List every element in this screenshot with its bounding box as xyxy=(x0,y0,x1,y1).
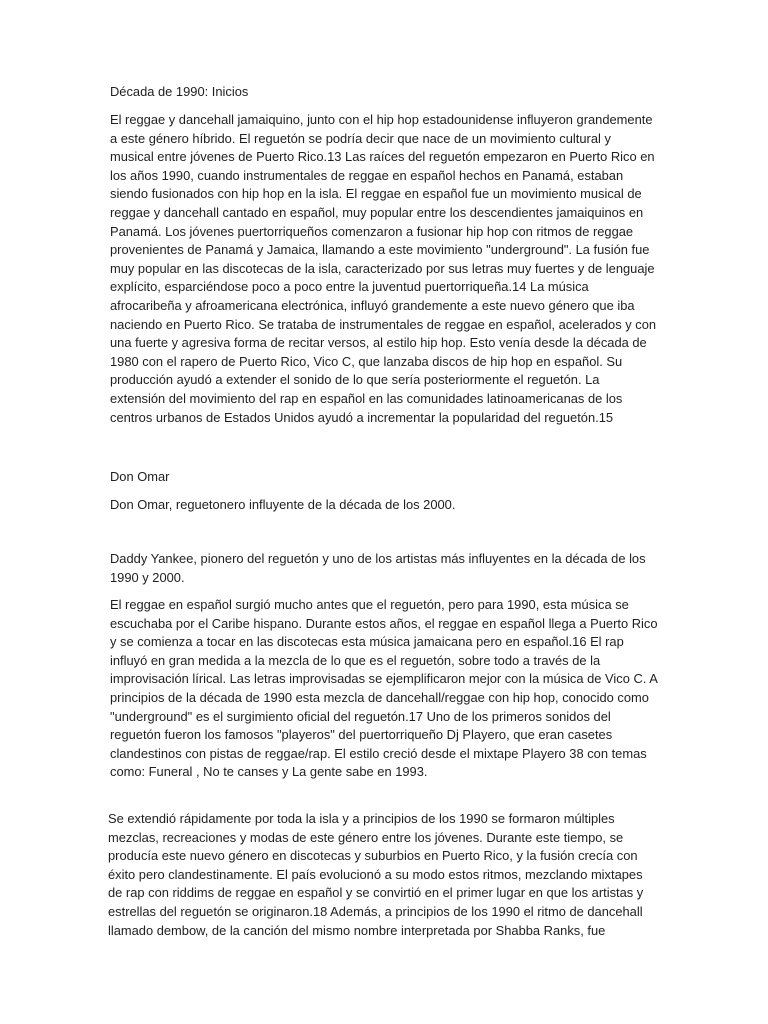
body-paragraph-2: El reggae en español surgió mucho antes que el reguetón, pero para 1990, esta música se escuchaba por el Caribe hispano. Durante estos años, el reggae en español llega a Puerto Rico y se comienza a tocar en las discotecas esta música jamaicana pero en español.16 El rap influyó en gran medida a la mezcla de lo que es el reguetón, sobre todo a través de la improvisación lírical. Las letras improvisadas se ejemplificaron mejor con la música de Vico C. A principios de la década de 1990 esta mezcla de dancehall/reggae con hip hop, conocido como "underground" es el surgimiento oficial del reguetón.17 Uno de los primeros sonidos del reguetón fueron los famosos "playeros" del puertorriqueño Dj Playero, que eran casetes clandestinos con pistas de reggae/rap. El estilo creció desde el mixtape Playero 38 con temas como: Funeral , No te canses y La gente sabe en 1993. xyxy=(110,597,658,780)
body-paragraph-3: Se extendió rápidamente por toda la isla y a principios de los 1990 se formaron múltiples mezclas, recreaciones y modas de este género entre los jóvenes. Durante este tiempo, se producía este nuevo género en discotecas y suburbios en Puerto Rico, y la fusión crecía con éxito pero clandestinamente. El país evolucionó a su modo estos ritmos, mezclando mixtapes de rap con riddims de reggae en español y se convirtió en el primer lugar en que los artistas y estrellas del reguetón se originaron.18 Además, a principios de los 1990 el ritmo de dancehall llamado dembow, de la canción del mismo nombre interpretada por Shabba Ranks, fue xyxy=(108,811,644,938)
body-paragraph-1: El reggae y dancehall jamaiquino, junto con el hip hop estadounidense influyeron grandemente a este género híbrido. El reguetón se podría decir que nace de un movimiento cultural y musical entre jóvenes de Puerto Rico.13 Las raíces del reguetón empezaron en Puerto Rico en los años 1990, cuando instrumentales de reggae en español hechos en Panamá, estaban siendo fusionados con hip hop en la isla. El reggae en español fue un movimiento musical de reggae y dancehall cantado en español, muy popular entre los descendientes jamaiquinos en Panamá. Los jóvenes puertorriqueños comenzaron a fusionar hip hop con ritmos de reggae provenientes de Panamá y Jamaica, llamando a este movimiento "underground". La fusión fue muy popular en las discotecas de la isla, caracterizado por sus letras muy fuertes y de lenguaje explícito, esparciéndose poco a poco entre la juventud puertorriqueña.14 La música afrocaribeña y afroamericana electrónica, influyó grandemente a este nuevo género que iba naciendo en Puerto Rico. Se trataba de instrumentales de reggae en español, acelerados y con una fuerte y agresiva forma de recitar versos, al estilo hip hop. Esto venía desde la década de 1980 con el rapero de Puerto Rico, Vico C, que lanzaba discos de hip hop en español. Su producción ayudó a extender el sonido de lo que sería posteriormente el reguetón. La extensión del movimiento del rap en español en las comunidades latinoamericanas de los centros urbanos de Estados Unidos ayudó a incrementar la popularidad del reguetón.15 xyxy=(110,112,657,425)
daddy-yankee-caption: Daddy Yankee, pionero del reguetón y uno de los artistas más influyentes en la década de los 1990 y 2000. xyxy=(110,551,646,585)
section-heading: Década de 1990: Inicios xyxy=(110,84,249,99)
don-omar-title: Don Omar xyxy=(110,469,170,484)
don-omar-caption: Don Omar, reguetonero influyente de la década de los 2000. xyxy=(110,497,456,512)
